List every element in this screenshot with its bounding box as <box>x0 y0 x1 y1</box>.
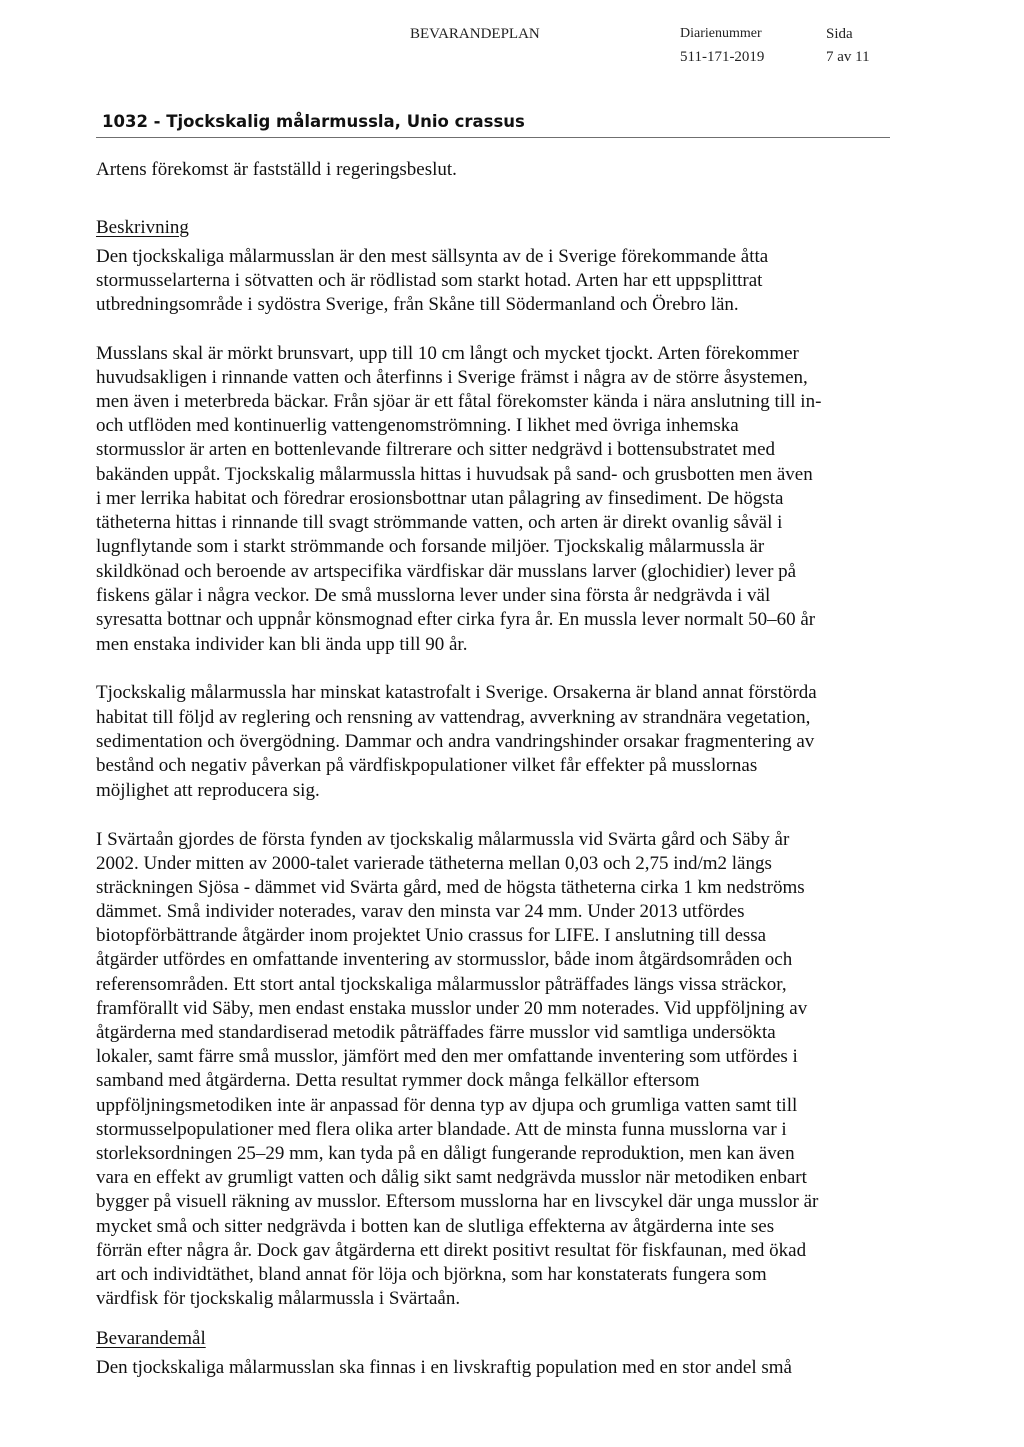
text-line: referensområden. Ett stort antal tjockskaliga målarmusslor påträffades längs vissa sträckor, <box>96 974 787 995</box>
text-line: och utflöden med kontinuerlig vattengenomströmning. I likhet med övriga inhemska <box>96 415 739 436</box>
text-line: förrän efter några år. Dock gav åtgärderna ett direkt positivt resultat för fiskfaunan, med ökad <box>96 1240 807 1261</box>
text-line: värdfisk för tjockskalig målarmussla i Svärtaån. <box>96 1288 461 1309</box>
text-line: habitat till följd av reglering och rensning av vattendrag, avverkning av strandnära vegetation, <box>96 707 811 728</box>
text-line: stormusslor är arten en bottenlevande filtrerare och sitter nedgrävd i bottensubstratet med <box>96 439 776 460</box>
text-line: Den tjockskaliga målarmusslan är den mest sällsynta av de i Sverige förekommande åtta <box>96 246 769 267</box>
text-line: Tjockskalig målarmussla har minskat katastrofalt i Sverige. Orsakerna är bland annat förstörda <box>96 682 817 703</box>
text-line: storleksordningen 25–29 mm, kan tyda på en dåligt fungerande reproduktion, men kan även <box>96 1143 795 1164</box>
text-line: men enstaka individer kan bli ända upp till 90 år. <box>96 634 468 655</box>
text-line: biotopförbättrande åtgärder inom projektet Unio crassus for LIFE. I anslutning till dessa <box>96 925 767 946</box>
text-line: vara en effekt av grumligt vatten och dålig sikt samt nedgrävda musslor när metodiken enbart <box>96 1167 807 1188</box>
text-line: sträckningen Sjösa - dämmet vid Svärta gård, med de högsta tätheterna cirka 1 km nedströms <box>96 877 805 898</box>
text-line: art och individtäthet, bland annat för löja och björkna, som har konstaterats fungera som <box>96 1264 767 1285</box>
text-line: samband med åtgärderna. Detta resultat rymmer dock många felkällor eftersom <box>96 1070 700 1091</box>
text-line: tätheterna hittas i rinnande till svagt strömmande vatten, och arten är direkt ovanlig såväl i <box>96 512 783 533</box>
description-heading: Beskrivning <box>96 217 189 238</box>
text-line: lokaler, samt färre små musslor, jämfört med den mer omfattande inventering som utfördes i <box>96 1046 798 1067</box>
text-line: i mer lerrika habitat och föredrar erosionsbottnar utan pålagring av finsediment. De högsta <box>96 488 784 509</box>
diarie-label: Diarienummer <box>680 26 762 41</box>
text-line: I Svärtaån gjordes de första fynden av tjockskalig målarmussla vid Svärta gård och Säby år <box>96 829 790 850</box>
diarie-number: 511-171-2019 <box>680 49 765 65</box>
text-line: möjlighet att reproducera sig. <box>96 780 320 801</box>
text-line: lugnflytande som i starkt strömmande och forsande miljöer. Tjockskalig målarmussla är <box>96 536 765 557</box>
text-line: skildkönad och beroende av artspecifika värdfiskar där musslans larver (glochidier) lever på <box>96 561 797 582</box>
text-line: åtgärderna med standardiserad metodik påträffades färre musslor vid samtliga undersökta <box>96 1022 776 1043</box>
text-line: utbredningsområde i sydöstra Sverige, från Skåne till Södermanland och Örebro län. <box>96 294 739 315</box>
goal-text-line: Den tjockskaliga målarmusslan ska finnas i en livskraftig population med en stor andel små <box>96 1357 792 1378</box>
section-title: 1032 - Tjockskalig målarmussla, Unio crassus <box>102 112 525 131</box>
text-line: mycket små och sitter nedgrävda i botten kan de slutliga effekterna av åtgärderna inte ses <box>96 1216 775 1237</box>
text-line: stormusselarterna i sötvatten och är rödlistad som starkt hotad. Arten har ett uppsplittrat <box>96 270 763 291</box>
text-line: uppföljningsmetodiken inte är anpassad för denna typ av djupa och grumliga vatten samt till <box>96 1095 798 1116</box>
document-type: BEVARANDEPLAN <box>410 26 540 42</box>
text-line: bakänden uppåt. Tjockskalig målarmussla hittas i huvudsak på sand- och grusbotten men även <box>96 464 813 485</box>
goal-heading: Bevarandemål <box>96 1328 206 1349</box>
text-line: fiskens gälar i några veckor. De små musslorna lever under sina första år nedgrävda i väl <box>96 585 771 606</box>
title-divider <box>96 137 890 138</box>
page-number: 7 av 11 <box>826 49 870 65</box>
page-label: Sida <box>826 26 853 42</box>
text-line: bestånd och negativ påverkan på värdfiskpopulationer vilket får effekter på musslornas <box>96 755 758 776</box>
text-line: stormusselpopulationer med flera olika arter blandade. Att de minsta funna musslorna var i <box>96 1119 787 1140</box>
text-line: bygger på visuell räkning av musslor. Eftersom musslorna har en livscykel där unga musslor är <box>96 1191 819 1212</box>
text-line: sedimentation och övergödning. Dammar och andra vandringshinder orsakar fragmentering av <box>96 731 815 752</box>
text-line: men även i meterbreda bäckar. Från sjöar är ett fåtal förekomster kända i nära anslutning till in- <box>96 391 822 412</box>
text-line: syresatta bottnar och uppnår könsmognad efter cirka fyra år. En mussla lever normalt 50–60 år <box>96 609 816 630</box>
intro-text: Artens förekomst är fastställd i regeringsbeslut. <box>96 159 457 180</box>
text-line: huvudsakligen i rinnande vatten och återfinns i Sverige främst i några av de större åsystemen, <box>96 367 808 388</box>
text-line: dämmet. Små individer noterades, varav den minsta var 24 mm. Under 2013 utfördes <box>96 901 745 922</box>
text-line: framförallt vid Säby, men endast enstaka musslor under 20 mm noterades. Vid uppföljning av <box>96 998 808 1019</box>
text-line: Musslans skal är mörkt brunsvart, upp till 10 cm långt och mycket tjockt. Arten förekommer <box>96 343 799 364</box>
text-line: 2002. Under mitten av 2000-talet varierade tätheterna mellan 0,03 och 2,75 ind/m2 längs <box>96 853 772 874</box>
text-line: åtgärder utfördes en omfattande inventering av stormusslor, både inom åtgärdsområden och <box>96 949 793 970</box>
